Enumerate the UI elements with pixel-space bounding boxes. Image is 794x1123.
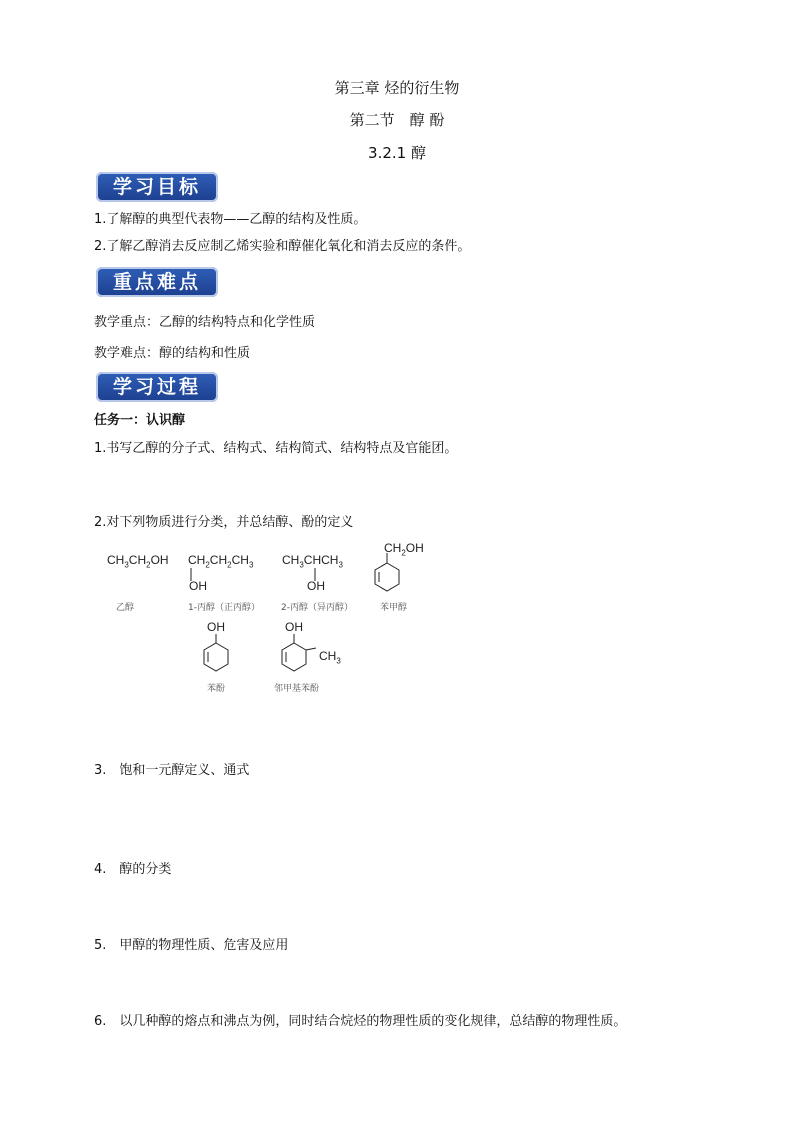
key-points-badge: 重点难点: [96, 267, 218, 297]
ethanol-caption: 乙醇: [116, 603, 135, 613]
lesson-title: 3.2.1 醇: [368, 144, 426, 162]
section-title: 第二节 醇 酚: [349, 111, 445, 129]
cresol-ring-icon: [280, 634, 324, 678]
task1-title: 任务一：认识醇: [94, 413, 186, 428]
phenol-ring-icon: [204, 634, 238, 678]
question-5: 5. 甲醇的物理性质、危害及应用: [94, 938, 289, 953]
propanol1-caption: 1-丙醇（正丙醇）: [188, 603, 260, 613]
benzyl-alcohol-caption: 苯甲醇: [380, 603, 408, 613]
question-2: 2.对下列物质进行分类，并总结醇、酚的定义: [94, 515, 354, 530]
ethanol-formula: $CH_3CH_2OH$: [107, 553, 169, 570]
propanol1-oh: OH: [189, 579, 207, 593]
objectives-badge: 学习目标: [96, 172, 218, 202]
propanol2-formula: $CH_3CHCH_3$: [282, 553, 343, 570]
phenol-oh: OH: [207, 620, 225, 634]
objective-2: 2.了解乙醇消去反应制乙烯实验和醇催化氧化和消去反应的条件。: [94, 239, 471, 254]
teaching-difficulty: 教学难点：醇的结构和性质: [94, 346, 251, 361]
chapter-title: 第三章 烃的衍生物: [334, 79, 460, 97]
propanol1-formula: $CH_2CH_2CH_3$: [188, 553, 254, 570]
propanol2-oh: OH: [307, 579, 325, 593]
cresol-methyl: $CH_3$: [319, 649, 341, 666]
benzene-ring-icon: [376, 553, 410, 597]
process-badge: 学习过程: [96, 372, 218, 402]
propanol2-caption: 2-丙醇（异丙醇）: [281, 603, 353, 613]
objective-1: 1.了解醇的典型代表物——乙醇的结构及性质。: [94, 212, 367, 227]
cresol-oh: OH: [285, 620, 303, 634]
phenol-caption: 苯酚: [207, 684, 226, 694]
question-1: 1.书写乙醇的分子式、结构式、结构简式、结构特点及官能团。: [94, 441, 458, 456]
question-6: 6. 以几种醇的熔点和沸点为例，同时结合烷烃的物理性质的变化规律，总结醇的物理性质。: [94, 1014, 627, 1029]
benzyl-alcohol-group: $CH_2OH$: [384, 541, 424, 558]
teaching-focus: 教学重点：乙醇的结构特点和化学性质: [94, 315, 316, 330]
cresol-caption: 邻甲基苯酚: [274, 684, 320, 694]
question-4: 4. 醇的分类: [94, 862, 172, 877]
question-3: 3. 饱和一元醇定义、通式: [94, 763, 250, 778]
